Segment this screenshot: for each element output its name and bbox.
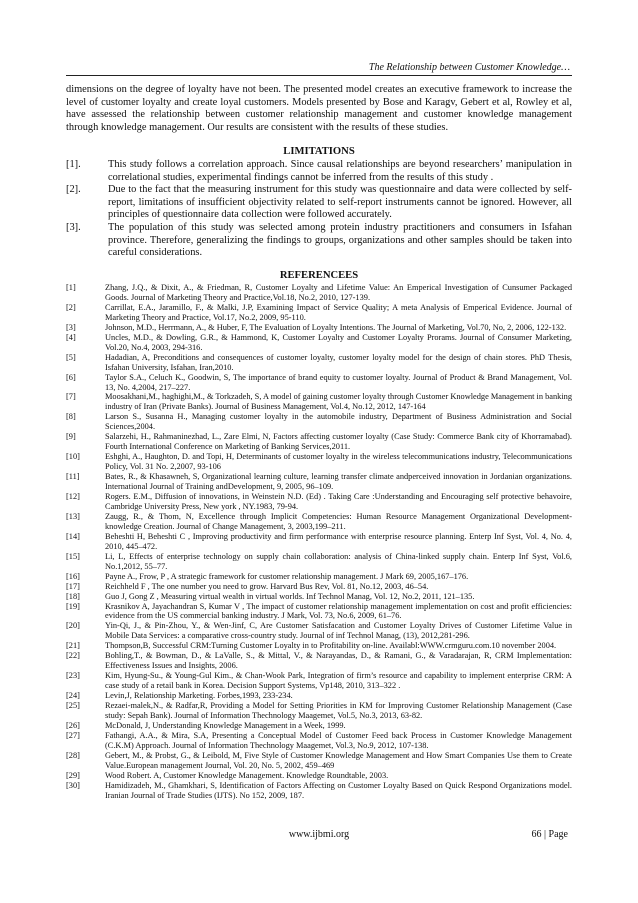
reference-item-number: [18] [66, 591, 80, 601]
limitation-item [66, 222, 572, 260]
reference-item-number: [23] [66, 671, 80, 681]
reference-item-text: Thompson,B, Successful CRM:Turning Customer Loyalty in to Profitability on-line. Availabl:WWW.crmguru.com.10 november 2004. [105, 641, 557, 651]
reference-item-number: [7] [66, 392, 76, 402]
reference-item [66, 552, 572, 572]
reference-item-number: [5] [66, 352, 76, 362]
reference-item-number: [15] [66, 551, 80, 561]
reference-item [66, 492, 572, 512]
reference-item-text: McDonald, J, Understanding Knowledge Management in a Week, 1999. [105, 720, 346, 730]
reference-item-text: Wood Robert. A, Customer Knowledge Management. Knowledge Roundtable, 2003. [105, 770, 389, 780]
references-list [66, 283, 572, 801]
reference-item-text: Guo J, Gong Z , Measuring virtual wealth in virtual worlds. Inf Technol Manag, Vol. 12, No.2, 2011, 121–135. [105, 591, 475, 601]
limitation-item-text: The population of this study was selected among protein industry practitioners and consumers in Isfahan province. Therefore, generalizing the findings to groups, organizations and other samples should be taken into careful considerations. [108, 221, 572, 259]
reference-item-number: [20] [66, 621, 80, 631]
reference-item-text: Fathangi, A.A., & Mira, S.A, Presenting a Conceptual Model of Customer Feed back Process in Customer Knowledge Management (C.K.M) Approach. Journal of Information Thechnology Maagemet, Vol.3, No.9, 2012, 107-138. [105, 730, 572, 750]
reference-item-number: [24] [66, 691, 80, 701]
reference-item [66, 602, 572, 622]
reference-item [66, 532, 572, 552]
reference-item [66, 621, 572, 641]
reference-item-text: Zaugg, R., & Thom, N, Excellence through Implicit Competencies: Human Resource Management Organizational Development-knowledge Creation. Journal of Change Management, 3, 2003,199–211. [105, 511, 572, 531]
footer-url: www.ijbmi.org [288, 829, 350, 840]
limitation-item-number: [3]. [66, 221, 81, 233]
reference-item-number: [14] [66, 531, 80, 541]
reference-item-number: [10] [66, 452, 80, 462]
reference-item [66, 412, 572, 432]
reference-item-number: [1] [66, 283, 76, 292]
reference-item-text: Uncles, M.D., & Dowling, G.R., & Hammond, K, Customer Loyalty and Customer Loyalty Prorams. Journal of Consumer Marketing, Vol.20, No.4, 2003, 294-316. [105, 332, 572, 352]
limitation-item [66, 159, 572, 184]
footer-page-number: 66 | Page [531, 829, 568, 840]
reference-item-number: [19] [66, 601, 80, 611]
reference-item-text: Hadadian, A, Preconditions and consequences of customer loyalty, customer loyalty model for the design of chain stores. PhD Thesis, Isfahan University, Isfahan, Iran,2010. [105, 352, 572, 372]
reference-item [66, 651, 572, 671]
reference-item [66, 452, 572, 472]
reference-item-text: Kim, Hyung-Su., & Young-Gul Kim., & Chan-Wook Park, Integration of firm’s resource and capability to implement enterprise CRM: A case study of a retail bank in Korea. Decision Support Systems, Vp148, 2010, 313–322 . [105, 671, 572, 691]
reference-item-text: Gebert, M., & Probst, G., & Leibold, M, Five Style of Customer Knowledge Management and How Smart Companies Use them to Create Value.European management Journal, Vol. 20, No. 5, 2002, 459–469 [105, 750, 572, 770]
reference-item-number: [25] [66, 701, 80, 711]
reference-item-text: Larson S., Susanna H., Managing customer loyalty in the automobile industry, Department of Business Administration and Social Sciences,2004. [105, 412, 572, 432]
reference-item [66, 701, 572, 721]
reference-item-number: [17] [66, 581, 80, 591]
reference-item-number: [11] [66, 472, 80, 482]
reference-item [66, 333, 572, 353]
reference-item-text: Moosakhani,M., haghighi,M., & Torkzadeh, S, A model of gaining customer loyalty through Customer Knowledge Management in banking industry of Iran (Private Banks). Journal of Business Management, Vol.4, No.12, 2012, 147-164 [105, 392, 572, 412]
limitations-list [66, 159, 572, 260]
reference-item-text: Zhang, J.Q., & Dixit, A., & Friedman, R, Customer Loyalty and Lifetime Value: An Emperical Investigation of Cunsumer Packaged Goods. Journal of Marketing Theory and Practice,Vol.18, No.2, 2010, 127-139. [105, 283, 572, 302]
reference-item [66, 721, 572, 731]
reference-item [66, 472, 572, 492]
reference-item-number: [9] [66, 432, 76, 442]
reference-item-text: Salarzehi, H., Rahmaninezhad, L., Zare Elmi, N, Factors affecting customer loyalty (Case Study: Commerce Bank city of Khorramabad). Fourth International Conference on Marketing of Banking Services,2011. [105, 432, 572, 452]
header-rule [66, 75, 572, 76]
reference-item-number: [13] [66, 511, 80, 521]
limitation-item-text: This study follows a correlation approach. Since causal relationships are beyond researchers’ manipulation in correlational studies, experimental findings cannot be inferred from the results of this study . [108, 159, 572, 183]
reference-item-number: [22] [66, 651, 80, 661]
reference-item [66, 303, 572, 323]
reference-item [66, 751, 572, 771]
limitation-item-number: [2]. [66, 184, 81, 196]
reference-item-text: Johnson, M.D., Herrmann, A., & Huber, F, The Evaluation of Loyalty Intentions. The Journal of Marketing, Vol.70, No, 2, 2006, 122-132. [105, 322, 567, 332]
reference-item-number: [4] [66, 332, 76, 342]
reference-item [66, 582, 572, 592]
reference-item-text: Krasnikov A, Jayachandran S, Kumar V , The impact of customer relationship management implementation on cost and profit efficiencies: evidence from the US commercial banking industry. J Mark, Vol. 73, No.6, 2009, 61–76. [105, 601, 572, 621]
limitation-item-text: Due to the fact that the measuring instrument for this study was questionnaire and data were collected by self-report, limitations of insufficient objectivity related to self-report instruments cannot be ignored. However, all principles of questionnaire data collection were followed accurately. [108, 184, 572, 221]
running-header: The Relationship between Customer Knowledge… [368, 62, 570, 73]
reference-item-text: Li, L, Effects of enterprise technology on supply chain collaboration: analysis of China-linked supply chain. Enterp Inf Syst, Vol.6, No.1,2012, 55–77. [105, 551, 572, 571]
reference-item [66, 671, 572, 691]
limitation-item-number: [1]. [66, 159, 81, 170]
reference-item [66, 781, 572, 801]
reference-item [66, 323, 572, 333]
reference-item-number: [3] [66, 322, 76, 332]
limitations-title: LIMITATIONS [283, 146, 355, 157]
reference-item-text: Taylor S.A., Celuch K., Goodwin, S, The importance of brand equity to customer loyalty. Journal of Product & Brand Management, Vol. 13, No. 4,2004, 217–227. [105, 372, 572, 392]
reference-item-number: [30] [66, 780, 80, 790]
reference-item-number: [27] [66, 730, 80, 740]
reference-item-number: [16] [66, 571, 80, 581]
reference-item-text: Beheshti H, Beheshti C , Improving productivity and firm performance with enterprise resource planning. Enterp Inf Syst, Vol. 4, No. 4, 2010, 445–472. [105, 531, 572, 551]
reference-item-text: Bates, R., & Khasawneh, S, Organizational learning culture, learning transfer climate andperceived innovation in Jordanian organizations. International Journal of Training andDevelopment, 9, 2005, 96–109. [105, 472, 572, 492]
reference-item-number: [29] [66, 770, 80, 780]
reference-item-text: Hamidizadeh, M., Ghamkhari, S, Identification of Factors Affecting on Customer Loyalty Based on Quick Respond Organizations model. Iranian Journal of Trade Studies (IJTS). No 152, 2009, 187. [105, 780, 572, 800]
reference-item-text: Levin,J, Relationship Marketing. Forbes,1993, 233-234. [105, 691, 293, 701]
reference-item [66, 592, 572, 602]
reference-item-text: Carrillat, E.A., Jaramillo, F., & Malki, J.P, Examining Impact of Service Quality; A meta Analysis of Emperical Evidence. Journal of Marketing Theory and Practice, Vol.17, No.2, 2009, 95-110. [105, 302, 572, 322]
reference-item [66, 353, 572, 373]
reference-item [66, 512, 572, 532]
reference-item [66, 392, 572, 412]
reference-item [66, 771, 572, 781]
reference-item-number: [8] [66, 412, 76, 422]
reference-item [66, 572, 572, 582]
reference-item-text: Payne A., Frow, P , A strategic framework for customer relationship management. J Mark 69, 2005,167–176. [105, 571, 469, 581]
reference-item-text: Yin-Qi, J., & Pin-Zhou, Y., & Wen-Jinf, C, Are Customer Satisfacation and Customer Loyalty Drives of Customer Lifetime Value in Mobile Data Services: a comparative cross-country study. Journal of inf Technol Manag, (13), 2012,281-296. [105, 621, 572, 641]
reference-item-number: [21] [66, 641, 80, 651]
reference-item-text: Rezaei-malek,N., & Radfar,R, Providing a Model for Setting Priorities in KM for Improving Customer Relationship Management (Case study: Sepah Bank). Journal of Information Thechnology Maagemet, Vol.5, No.3, 2013, 63-82. [105, 701, 572, 720]
reference-item-number: [6] [66, 372, 76, 382]
reference-item-number: [12] [66, 492, 80, 502]
reference-item-text: Bohling,T., & Bowman, D., & LaValle, S., & Mittal, V., & Narayandas, D., & Ramani, G., & Varadarajan, R, CRM Implementation: Effectiveness Issues and Insights, 2006. [105, 651, 572, 671]
intro-paragraph: dimensions on the degree of loyalty have not been. The presented model creates an executive framework to increase the level of customer loyalty and create loyal customers. Models presented by Bose and Karagv, Gebert et al, Rowley et al, have assessed the relationship between customer relationship management and customer knowledge management through knowledge management. Our results are consistent with the results of these studies. [66, 84, 572, 133]
reference-item [66, 691, 572, 701]
reference-item [66, 641, 572, 651]
reference-item-text: Rogers. E.M., Diffusion of innovations, in Weinstein N.D. (Ed) . Taking Care :Understanding and Encouraging self protective behavoire, Cambridge University Press, New york , NY.1983, 79-94. [105, 492, 572, 511]
limitation-item [66, 184, 572, 222]
reference-item-text: Eshghi, A., Haughton, D. and Topi, H, Determinants of customer loyalty in the wireless telecommunications industry, Telecommunications Policy, Vol. 31 No. 2,2007, 93-106 [105, 452, 572, 472]
reference-item [66, 373, 572, 393]
reference-item-number: [2] [66, 302, 76, 312]
reference-item-number: [26] [66, 720, 80, 730]
reference-item [66, 432, 572, 452]
reference-item [66, 731, 572, 751]
reference-item [66, 283, 572, 303]
reference-item-text: Reichheld F , The one number you need to grow. Harvard Bus Rev, Vol. 81, No.12, 2003, 46–54. [105, 581, 429, 591]
references-title: REFERENCEES [279, 270, 359, 281]
reference-item-number: [28] [66, 750, 80, 760]
